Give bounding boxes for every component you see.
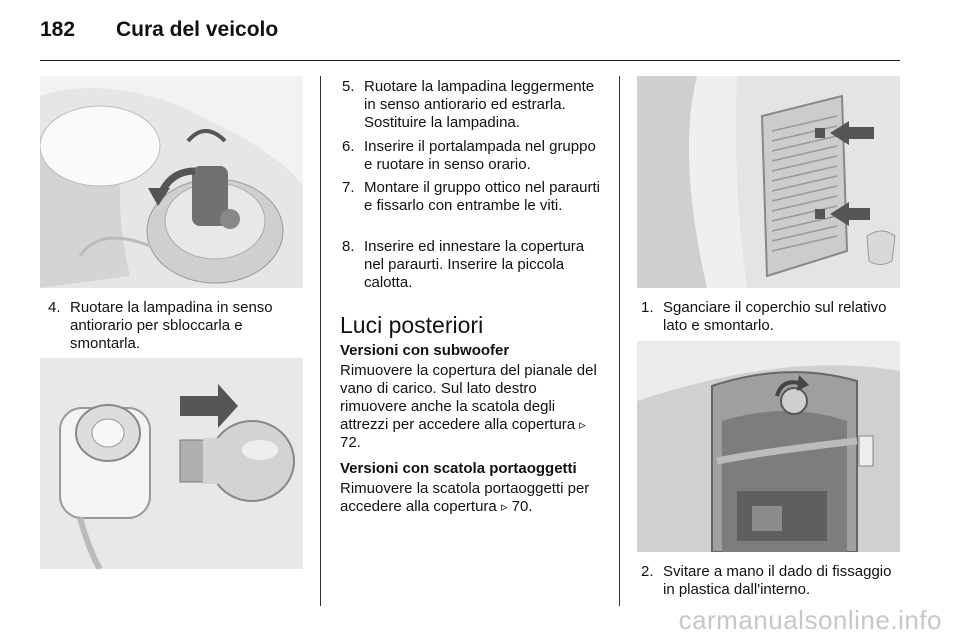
paragraph-text: Rimuovere la copertura del pianale del vano di carico. Sul lato destro rimuovere anche la scatola degli attrezzi per accedere alla copertura — [340, 362, 597, 433]
subheading-subwoofer: Versioni con subwoofer — [340, 342, 510, 359]
step-number: 2. — [641, 563, 654, 580]
step-text: Montare il gruppo ottico nel paraurti e fissarlo con entrambe le viti. — [364, 179, 600, 214]
step-text: Sganciare il coperchio sul relativo lato e smontarlo. — [663, 299, 887, 334]
page-reference-link[interactable]: 70. — [511, 498, 533, 515]
illustration-headlamp-bulb-holder — [40, 76, 303, 288]
section-heading: Luci posteriori — [340, 312, 484, 338]
step-number: 1. — [641, 299, 654, 316]
paragraph-subwoofer — [340, 362, 605, 452]
step-text: Svitare a mano il dado di fissaggio in plastica dall'interno. — [663, 563, 892, 598]
step-text: Inserire ed innestare la copertura nel paraurti. Inserire la piccola calotta. — [364, 238, 585, 291]
step-number: 7. — [342, 179, 355, 196]
illustration-rear-cover-clips — [637, 76, 900, 288]
paragraph-storage — [340, 480, 608, 516]
step-number: 5. — [342, 78, 355, 95]
arrow-ref-icon: ▹ — [500, 499, 508, 514]
page-reference-link[interactable]: 72. — [340, 434, 361, 451]
illustration-plastic-nut — [637, 341, 900, 552]
page-number: 182 — [40, 18, 76, 41]
paragraph-text: Rimuovere la scatola portaoggetti per accedere alla copertura — [340, 480, 590, 515]
column-divider — [619, 76, 620, 606]
step-text: Ruotare la lampadina leggermente in senso antiorario ed estrarla. Sostituire la lampadina. — [364, 78, 595, 131]
step-text: Inserire il portalampada nel gruppo e ruotare in senso orario. — [364, 138, 596, 173]
step-number: 8. — [342, 238, 355, 255]
column-divider — [320, 76, 321, 606]
step-number: 6. — [342, 138, 355, 155]
page-title: Cura del veicolo — [116, 18, 279, 41]
header-rule — [40, 60, 900, 61]
watermark: carmanualsonline.info — [678, 605, 942, 635]
subheading-storage: Versioni con scatola portaoggetti — [340, 460, 577, 477]
arrow-ref-icon: ▹ — [579, 417, 586, 432]
step-text: Ruotare la lampadina in senso antiorario per sbloccarla e smontarla. — [70, 299, 273, 352]
illustration-bulb-removal — [40, 358, 303, 569]
step-number: 4. — [48, 299, 61, 316]
page-header — [40, 18, 920, 48]
